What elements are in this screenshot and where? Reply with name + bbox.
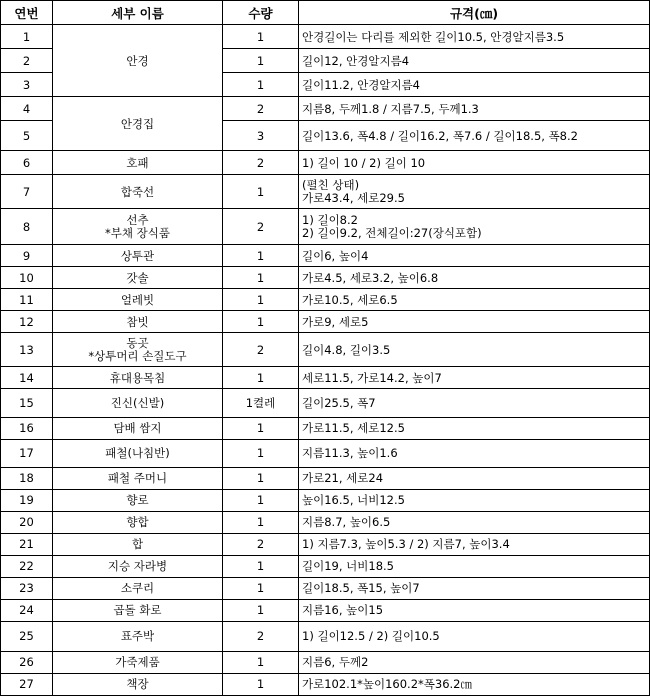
row-number: 25 — [1, 621, 53, 651]
table-row — [1, 367, 650, 389]
item-spec: 가로11.5, 세로12.5 — [299, 417, 650, 439]
item-quantity: 1 — [223, 367, 299, 389]
item-spec: 지름8.7, 높이6.5 — [299, 511, 650, 533]
row-number: 27 — [1, 673, 53, 695]
table-row — [1, 651, 650, 673]
table-row — [1, 311, 650, 333]
item-spec: 길이25.5, 폭7 — [299, 389, 650, 417]
item-quantity: 1 — [223, 267, 299, 289]
row-number: 15 — [1, 389, 53, 417]
item-quantity: 1 — [223, 175, 299, 209]
row-number: 20 — [1, 511, 53, 533]
item-spec: 지름8, 두께1.8 / 지름7.5, 두께1.3 — [299, 97, 650, 121]
row-number: 9 — [1, 245, 53, 267]
row-number: 11 — [1, 289, 53, 311]
item-name: 얼레빗 — [53, 289, 223, 311]
item-name: 패철(나침반) — [53, 439, 223, 467]
table-row — [1, 289, 650, 311]
item-quantity: 3 — [223, 121, 299, 151]
item-spec: 가로21, 세로24 — [299, 467, 650, 489]
item-quantity: 1 — [223, 489, 299, 511]
item-quantity: 1 — [223, 25, 299, 49]
item-name: 곱돌 화로 — [53, 599, 223, 621]
table-row — [1, 97, 650, 121]
item-spec: 길이19, 너비18.5 — [299, 555, 650, 577]
item-name — [53, 209, 223, 245]
row-number: 13 — [1, 333, 53, 367]
header-spec: 규격(㎝) — [299, 1, 650, 25]
table-row — [1, 533, 650, 555]
row-number: 26 — [1, 651, 53, 673]
table-row — [1, 209, 650, 245]
item-quantity: 2 — [223, 533, 299, 555]
item-name: 소쿠리 — [53, 577, 223, 599]
item-name: 가죽제품 — [53, 651, 223, 673]
header-name: 세부 이름 — [53, 1, 223, 25]
item-name-line: 선추 — [126, 212, 149, 227]
row-number: 6 — [1, 151, 53, 175]
item-spec: 지름11.3, 높이1.6 — [299, 439, 650, 467]
item-name: 상투관 — [53, 245, 223, 267]
item-name: 표주박 — [53, 621, 223, 651]
row-number: 2 — [1, 49, 53, 73]
table-row — [1, 439, 650, 467]
item-name: 합죽선 — [53, 175, 223, 209]
item-name-line: *부채 장식품 — [105, 225, 170, 240]
item-quantity: 1 — [223, 651, 299, 673]
item-spec: 1) 길이12.5 / 2) 길이10.5 — [299, 621, 650, 651]
item-spec-line: 가로43.4, 세로29.5 — [302, 190, 405, 205]
item-quantity: 1 — [223, 311, 299, 333]
row-number: 19 — [1, 489, 53, 511]
row-number: 14 — [1, 367, 53, 389]
item-spec: 세로11.5, 가로14.2, 높이7 — [299, 367, 650, 389]
row-number: 3 — [1, 73, 53, 97]
item-name: 갓솔 — [53, 267, 223, 289]
item-spec: 길이4.8, 길이3.5 — [299, 333, 650, 367]
item-name-line: *상투머리 손질도구 — [88, 348, 187, 363]
table-row — [1, 673, 650, 695]
row-number: 22 — [1, 555, 53, 577]
table-row — [1, 389, 650, 417]
item-name: 진신(신발) — [53, 389, 223, 417]
item-quantity: 2 — [223, 209, 299, 245]
item-name: 안경집 — [53, 97, 223, 151]
item-spec: 가로9, 세로5 — [299, 311, 650, 333]
item-quantity: 1 — [223, 577, 299, 599]
item-spec: 길이11.2, 안경알지름4 — [299, 73, 650, 97]
item-quantity: 1 — [223, 49, 299, 73]
item-quantity: 1 — [223, 673, 299, 695]
item-name — [53, 333, 223, 367]
item-spec: 높이16.5, 너비12.5 — [299, 489, 650, 511]
item-quantity: 1 — [223, 599, 299, 621]
item-quantity: 1켤레 — [223, 389, 299, 417]
item-name: 참빗 — [53, 311, 223, 333]
row-number: 23 — [1, 577, 53, 599]
item-quantity: 2 — [223, 97, 299, 121]
row-number: 1 — [1, 25, 53, 49]
item-name: 책장 — [53, 673, 223, 695]
item-name: 향로 — [53, 489, 223, 511]
table-header-row — [1, 1, 650, 25]
item-quantity: 1 — [223, 73, 299, 97]
table-row — [1, 489, 650, 511]
item-quantity: 1 — [223, 511, 299, 533]
item-spec: 길이12, 안경알지름4 — [299, 49, 650, 73]
table-row — [1, 25, 650, 49]
item-quantity: 2 — [223, 333, 299, 367]
item-spec — [299, 209, 650, 245]
item-spec: 1) 지름7.3, 높이5.3 / 2) 지름7, 높이3.4 — [299, 533, 650, 555]
item-spec — [299, 175, 650, 209]
table-row — [1, 333, 650, 367]
row-number: 17 — [1, 439, 53, 467]
item-name: 안경 — [53, 25, 223, 97]
item-spec: 안경길이는 다리를 제외한 길이10.5, 안경알지름3.5 — [299, 25, 650, 49]
item-spec: 지름16, 높이15 — [299, 599, 650, 621]
item-spec: 가로102.1*높이160.2*폭36.2㎝ — [299, 673, 650, 695]
item-quantity: 2 — [223, 621, 299, 651]
item-name-line: 동곳 — [126, 335, 149, 350]
row-number: 10 — [1, 267, 53, 289]
item-quantity: 1 — [223, 289, 299, 311]
table-row — [1, 151, 650, 175]
item-quantity: 1 — [223, 555, 299, 577]
row-number: 18 — [1, 467, 53, 489]
item-name: 향합 — [53, 511, 223, 533]
row-number: 21 — [1, 533, 53, 555]
item-spec-line: 1) 길이8.2 — [302, 212, 358, 227]
item-quantity: 1 — [223, 467, 299, 489]
row-number: 5 — [1, 121, 53, 151]
item-spec-line: 2) 길이9.2, 전체길이:27(장식포함) — [302, 225, 482, 240]
item-name: 지승 자라병 — [53, 555, 223, 577]
table-row — [1, 577, 650, 599]
row-number: 12 — [1, 311, 53, 333]
table-row — [1, 555, 650, 577]
table-row — [1, 599, 650, 621]
table-row — [1, 175, 650, 209]
item-name: 합 — [53, 533, 223, 555]
item-name: 호패 — [53, 151, 223, 175]
item-spec: 지름6, 두께2 — [299, 651, 650, 673]
row-number: 8 — [1, 209, 53, 245]
header-qty: 수량 — [223, 1, 299, 25]
table-row — [1, 511, 650, 533]
item-name: 휴대용목침 — [53, 367, 223, 389]
row-number: 24 — [1, 599, 53, 621]
item-quantity: 1 — [223, 417, 299, 439]
item-name: 담배 쌈지 — [53, 417, 223, 439]
item-spec: 길이13.6, 폭4.8 / 길이16.2, 폭7.6 / 길이18.5, 폭8.2 — [299, 121, 650, 151]
table-row — [1, 245, 650, 267]
item-spec: 1) 길이 10 / 2) 길이 10 — [299, 151, 650, 175]
table-row — [1, 417, 650, 439]
table-row — [1, 467, 650, 489]
item-spec: 가로10.5, 세로6.5 — [299, 289, 650, 311]
item-quantity: 1 — [223, 245, 299, 267]
header-no: 연번 — [1, 1, 53, 25]
item-quantity: 1 — [223, 439, 299, 467]
row-number: 7 — [1, 175, 53, 209]
item-spec: 길이6, 높이4 — [299, 245, 650, 267]
row-number: 16 — [1, 417, 53, 439]
item-spec-line: (펼친 상태) — [302, 177, 360, 192]
row-number: 4 — [1, 97, 53, 121]
table-row — [1, 267, 650, 289]
item-spec: 가로4.5, 세로3.2, 높이6.8 — [299, 267, 650, 289]
item-spec: 길이18.5, 폭15, 높이7 — [299, 577, 650, 599]
item-quantity: 2 — [223, 151, 299, 175]
item-name: 패철 주머니 — [53, 467, 223, 489]
table-row — [1, 621, 650, 651]
